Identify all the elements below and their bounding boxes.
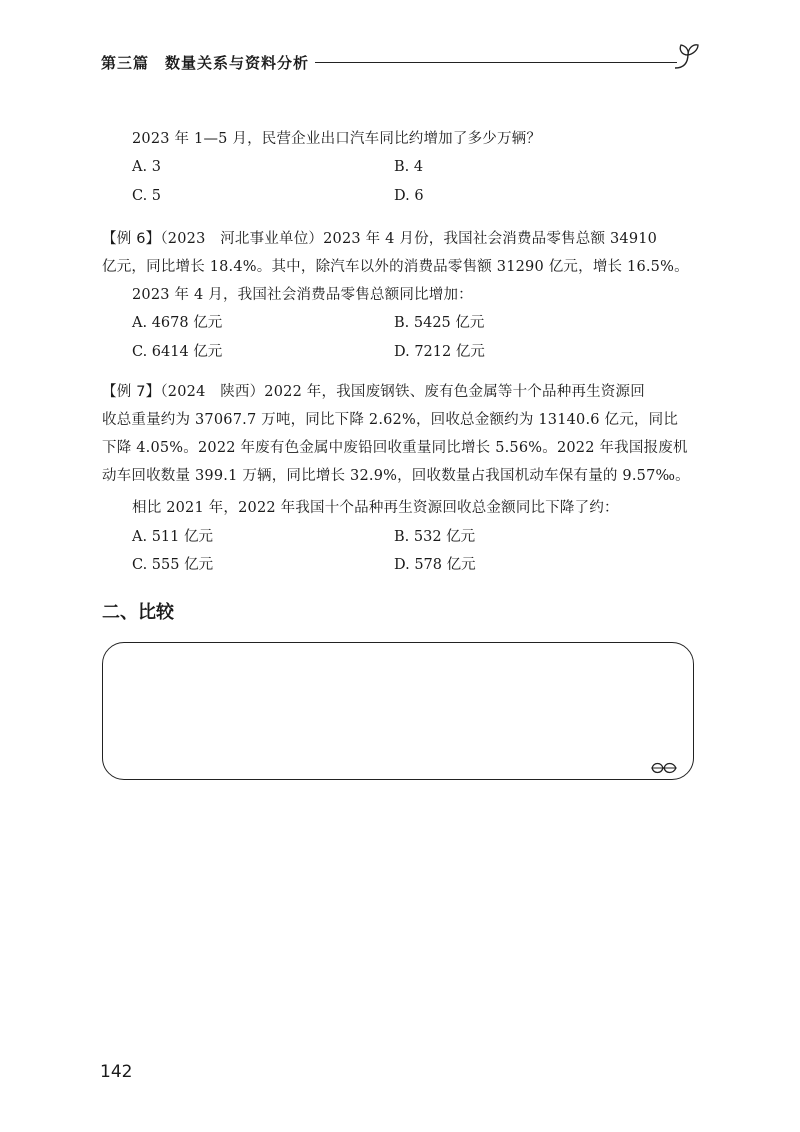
page-number: 142 — [100, 1062, 133, 1082]
example-7-line-1 — [102, 382, 645, 402]
option-b: B. 532 亿元 — [394, 529, 476, 545]
option-c: C. 5 — [132, 188, 162, 204]
example-7-line-2: 收总重量约为 37067.7 万吨，同比下降 2.62%，回收总金额约为 13140.6 亿元，同比 — [102, 412, 679, 428]
header-rule — [315, 62, 677, 63]
example-7-line-3: 下降 4.05%。2022 年废有色金属中废铅回收重量同比增长 5.56%。2022 年我国报废机 — [102, 440, 688, 456]
sprout-icon — [671, 42, 705, 72]
example-text: 2022 年，我国废钢铁、废有色金属等十个品种再生资源回 — [264, 384, 645, 400]
example-6-line-2: 亿元，同比增长 18.4%。其中，除汽车以外的消费品零售额 31290 亿元，增长 16.5%。 — [102, 259, 689, 275]
leaves-icon — [649, 759, 679, 777]
option-d: D. 578 亿元 — [394, 557, 476, 573]
example-tag: 【例 6】 — [102, 231, 161, 247]
option-b: B. 4 — [394, 159, 424, 175]
example-7-line-4: 动车回收数量 399.1 万辆，同比增长 32.9%，回收数量占我国机动车保有量的 9.57‰。 — [102, 468, 690, 484]
question-text: 2023 年 4 月，我国社会消费品零售总额同比增加： — [132, 287, 473, 303]
option-b: B. 5425 亿元 — [394, 315, 485, 331]
question-text: 2023 年 1—5 月，民营企业出口汽车同比约增加了多少万辆？ — [132, 131, 542, 147]
option-a: A. 3 — [132, 159, 161, 175]
example-tag: 【例 7】 — [102, 384, 161, 400]
option-d: D. 7212 亿元 — [394, 344, 485, 360]
note-box — [102, 642, 694, 780]
option-d: D. 6 — [394, 188, 424, 204]
option-a: A. 4678 亿元 — [132, 315, 223, 331]
example-text: 2023 年 4 月份，我国社会消费品零售总额 34910 — [323, 231, 658, 247]
page-header — [101, 50, 701, 78]
option-c: C. 6414 亿元 — [132, 344, 223, 360]
example-source: （2023 河北事业单位） — [160, 231, 324, 247]
option-c: C. 555 亿元 — [132, 557, 214, 573]
example-6-line-1 — [102, 229, 657, 249]
section-title: 二、比较 — [102, 602, 174, 623]
chapter-title: 第三篇 数量关系与资料分析 — [101, 54, 310, 72]
question-text: 相比 2021 年，2022 年我国十个品种再生资源回收总金额同比下降了约： — [132, 500, 619, 516]
option-a: A. 511 亿元 — [132, 529, 213, 545]
example-source: （2024 陕西） — [160, 384, 265, 400]
